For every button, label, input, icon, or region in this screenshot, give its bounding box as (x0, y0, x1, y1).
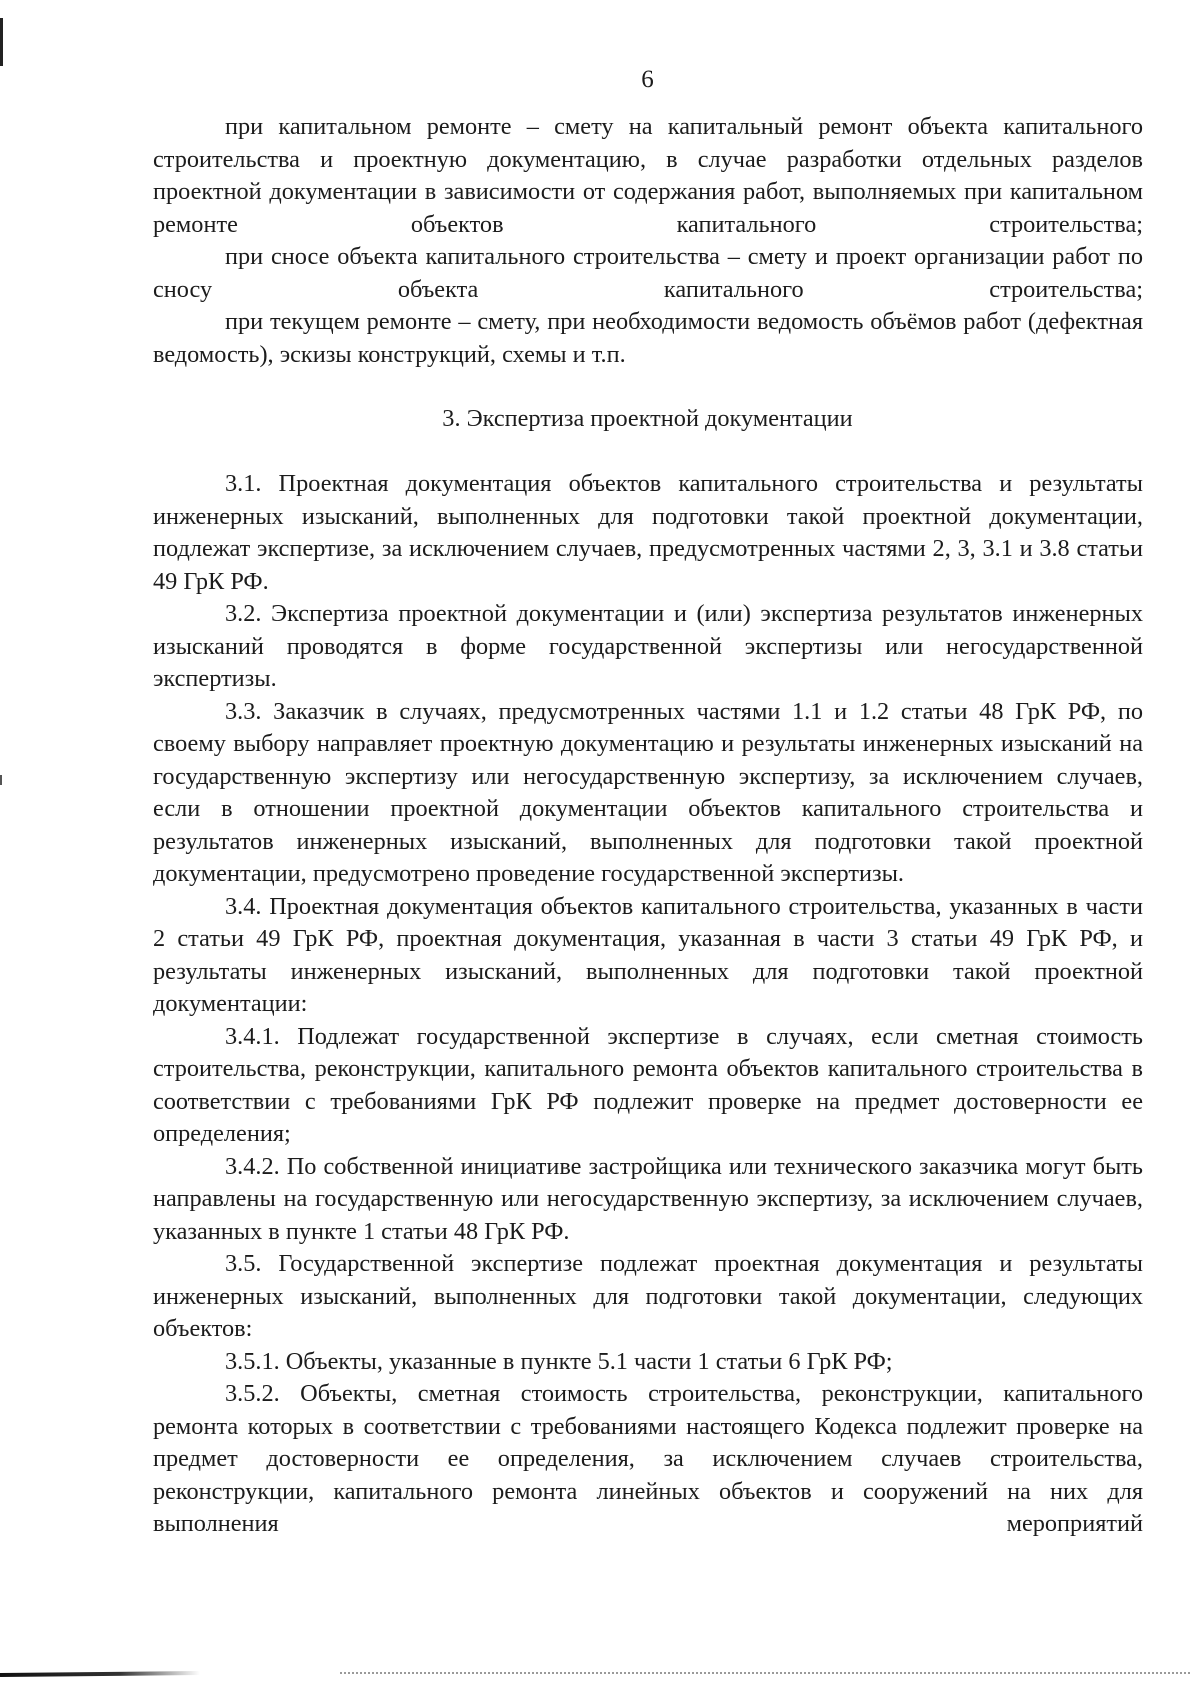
paragraph: 3.4.1. Подлежат государственной экспертизе в случаях, если сметная стоимость строительства, реконструкции, капитального ремонта объектов капитального строительства в соответствии с требованиями ГрК РФ подлежит проверке на предмет достоверности ее определения; (153, 1022, 1143, 1147)
paragraph: 3.2. Экспертиза проектной документации и (или) экспертиза результатов инженерных изысканий проводятся в форме государственной экспертизы или негосударственной экспертизы. (153, 600, 1143, 692)
paragraph: 3.5.1. Объекты, указанные в пункте 5.1 части 1 статьи 6 ГрК РФ; (225, 1347, 893, 1375)
scan-edge-mark (340, 1672, 1190, 1676)
paragraph: 3.4. Проектная документация объектов капитального строительства, указанных в части 2 статьи 49 ГрК РФ, проектная документация, указанная в части 3 статьи 49 ГрК РФ, и результаты инженерных изысканий, выполненных для подготовки такой проектной документации: (153, 892, 1143, 1017)
scan-edge-mark (0, 18, 3, 66)
section-heading: 3. Экспертиза проектной документации (442, 405, 853, 432)
paragraph: 3.5.2. Объекты, сметная стоимость строительства, реконструкции, капитального ремонта которых в соответствии с требованиями настоящего Кодекса подлежит проверке на предмет достоверности ее определения, за исключением случаев строительства, реконструкции, капитального ремонта линейных объектов и сооружений на них для выполнения мероприятий (153, 1380, 1143, 1537)
paragraph: при текущем ремонте – смету, при необходимости ведомость объёмов работ (дефектная ведомость), эскизы конструкций, схемы и т.п. (153, 308, 1143, 368)
paragraph: при сносе объекта капитального строительства – смету и проект организации работ по сносу объекта капитального строительства; (153, 243, 1143, 303)
intro-text-block (153, 111, 1143, 371)
paragraph: 3.5. Государственной экспертизе подлежат проектная документация и результаты инженерных изысканий, выполненных для подготовки такой документации, следующих объектов: (153, 1250, 1143, 1342)
section-text-block (153, 468, 1143, 1541)
scan-edge-mark (0, 1671, 200, 1677)
scan-edge-mark (0, 775, 2, 785)
paragraph: 3.3. Заказчик в случаях, предусмотренных частями 1.1 и 1.2 статьи 48 ГрК РФ, по своему выбору направляет проектную документацию и результаты инженерных изысканий на государственную экспертизу или негосударственную экспертизу, за исключением случаев, если в отношении проектной документации объектов капитального строительства и результатов инженерных изысканий, выполненных для подготовки такой проектной документации, предусмотрено проведение государственной экспертизы. (153, 697, 1143, 887)
paragraph: 3.4.2. По собственной инициативе застройщика или технического заказчика могут быть направлены на государственную или негосударственную экспертизу, за исключением случаев, указанных в пункте 1 статьи 48 ГрК РФ. (153, 1152, 1143, 1245)
page-number: 6 (641, 66, 654, 93)
paragraph: при капитальном ремонте – смету на капитальный ремонт объекта капитального строительства и проектную документацию, в случае разработки отдельных разделов проектной документации в зависимости от содержания работ, выполняемых при капитальном ремонте объектов капитального строительства; (153, 113, 1143, 238)
paragraph: 3.1. Проектная документация объектов капитального строительства и результаты инженерных изысканий, выполненных для подготовки такой проектной документации, подлежат экспертизе, за исключением случаев, предусмотренных частями 2, 3, 3.1 и 3.8 статьи 49 ГрК РФ. (153, 470, 1143, 595)
